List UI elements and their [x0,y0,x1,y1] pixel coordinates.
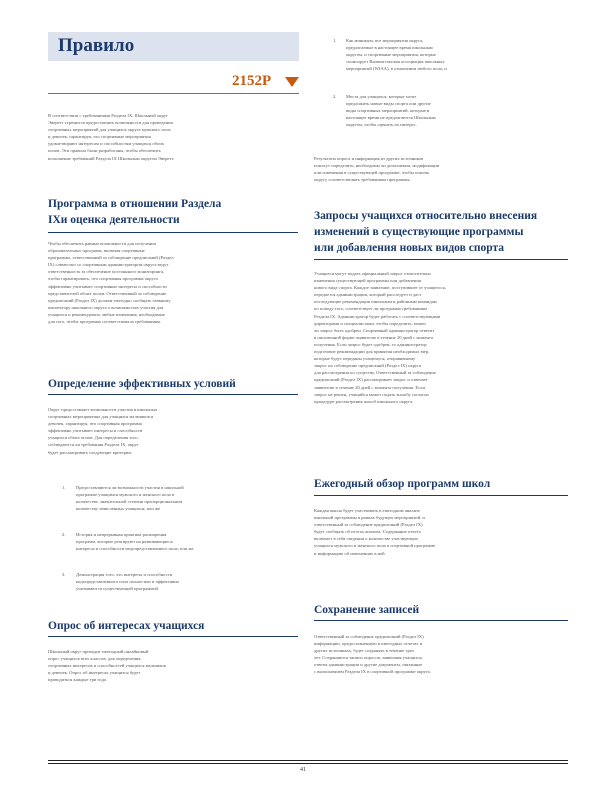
section-heading-survey: Опрос об интересах учащихся [48,620,205,632]
triangle-down-icon [285,77,299,87]
list-item: Как минимум, все мероприятия округа, предлагаемые в настоящее время школьным округом, и спортивные мероприятия, которые спонсирует Вашингтонская ассоциация школьных мероприятий (WIAA), в отношении любого пола; и [346,38,447,72]
footer-divider [48,763,568,764]
list-item: Места для учащихся, которые хотят предложить новые виды спорта или другие виды спортивных мероприятий, которые в настоящее время не предлагаются Школьным округом, чтобы оценить их интерес. [346,94,436,128]
footer-divider [48,760,568,761]
section-heading-effective: Определение эффективных условий [48,378,236,390]
page-number: 41 [300,767,306,773]
section-divider [48,394,298,395]
list-item: История и непрерывная практика расширения программ, которые реагируют на развивающиеся интересы и способности недопредставленного пола; или же [76,532,194,552]
list-item: Демонстрация того, что интересы и способности недопредставленного пола полностью и эффективно учитываются существующей программой. [76,572,179,592]
section-divider [48,636,298,637]
section-body-annual: Каждая школа будет участвовать в ежегодном анализе школьной программы в рамках будущих мероприятий, и ответственный за соблюдение предписаний (Раздел IX) будет сообщать об итогах анализа. Содержание отчета включает в себя сведения о количестве участвующих учащихся мужского и женского пола в спортивной программе и информацию об изменениях в ней. [314,508,436,556]
section-heading-program: Программа в отношении Раздела IXи оценка деятельности [48,198,222,226]
section-body-survey: Школьный округ проводит ежегодный онлайновый опрос учащихся всех классов, для определения спортивных интересов и способностей учащихся мальчиков и девочек. Опрос об интересах учащихся будет проводиться каждые три года. [48,649,166,683]
intro-paragraph: В соответствии с требованиями Раздела IX, Школьный округ Эверетт стремится предоставлять возможности для проведения спортивных мероприятий для учащихся округа мужского пола и девочек, гарантируя, что спортивные мероприятия удовлетворяют интересам и способностям учащихся обоих полов. Эти правила были разработаны, чтобы обеспечить исполнение требований Раздела IX Школьным округом Эверетт. [48,113,175,161]
section-body-requests: Учащиеся могут подать официальный запрос относительно изменения существующей программы или добавления нового вида спорта. Каждое заявление, поступившее от учащегося, передается администрации, который расследует и даст последующие рекомендации школьным и районным командам по поводу того, соответствует ли программа требованиям Раздела IX. Администратор будет работать с соответствующими директорами и специалистами, чтобы определить, может ли запрос быть одобрен. Спортивный администратор ответит в письменной форме заявителю в течение 20 дней с момента получения. Если запрос будет одобрен, то администратор подготовит рекомендации для принятия необходимых мер, которые будут переданы учащемуся, отправившему запрос на соблюдение предписаний (Раздел IX) округа для рассмотрения по существу. Ответственный за соблюдение предписаний (Раздел IX) рассматривает запрос и отвечает заявителю в течение 20 дней с момента получения. Если запрос не решен, учащийся может подать жалобу согласно процедуре рассмотрения жалоб школьного округа. [314,271,446,404]
survey-results-paragraph: Результаты опроса и информация из других источников помогут определить, необходимы ли дополнения, модификации или изменения в существующей программе, чтобы помочь округу соответствовать требованиям программы. [314,156,440,183]
list-item-number: 3. [62,572,66,577]
list-item-number: 2. [62,532,66,537]
section-body-effective: Округ предоставляет возможности участия в школьных спортивных мероприятиях для учащихся мальчиков и девочек, гарантируя, что спортивная программа эффективно учитывает интересы и способности учащихся обоих полов. Для определения того, соблюдаются ли требования Раздела IX, округ будет рассматривать следующие критерии: [48,407,158,455]
section-divider [314,495,568,496]
section-heading-requests: Запросы учащихся относительно внесения изменений в существующие программы или добавления новых видов спорта [314,210,538,254]
page-title: Правило [58,35,135,56]
list-item: Предоставляются ли возможности участия в школьной программе учащимся мужского и женского пола в количестве, значительной степени пропорциональном количеству зачисленных учащихся; или же [76,485,184,512]
list-item-number: 2. [333,94,337,99]
section-divider [48,232,298,233]
section-body-records: Ответственный за соблюдение предписаний (Раздел IX) информацию, предоставленную в ежегодных отчетах и других источниках, будет сохранять в течение трех лет. Сохраняются записи опросов, заявления учащихся, ответы администрации и другие документы, связанные с выполнением Раздела IX в спортивной программе округа. [314,634,431,675]
section-divider [314,620,568,621]
list-item-number: 1. [333,38,337,43]
section-heading-records: Сохранение записей [314,604,420,616]
section-body-program: Чтобы обеспечить равные возможности для получения образовательных программ, включая спортивные программы, ответственный за соблюдение предписаний (Раздел IX) совместно со спортивным администратором округа ведут ответственность за обеспечение постоянного мониторинга, чтобы гарантировать, что спортивная программа округа эффективно учитывает спортивные интересы и способности представителей обоих полов. Ответственный за соблюдение предписаний (Раздел IX) должен ежегодно сообщать главному инспектору школьного округа о возможностях участия для учащихся и рекомендовать любые изменения, необходимые для того, чтобы программа соответствовала требованиям. [48,241,174,325]
list-item-number: 1. [62,485,66,490]
section-divider [314,259,568,260]
header-divider [48,93,299,94]
policy-code: 2152P [232,73,272,89]
section-heading-annual: Ежегодный обзор программ школ [314,478,491,490]
